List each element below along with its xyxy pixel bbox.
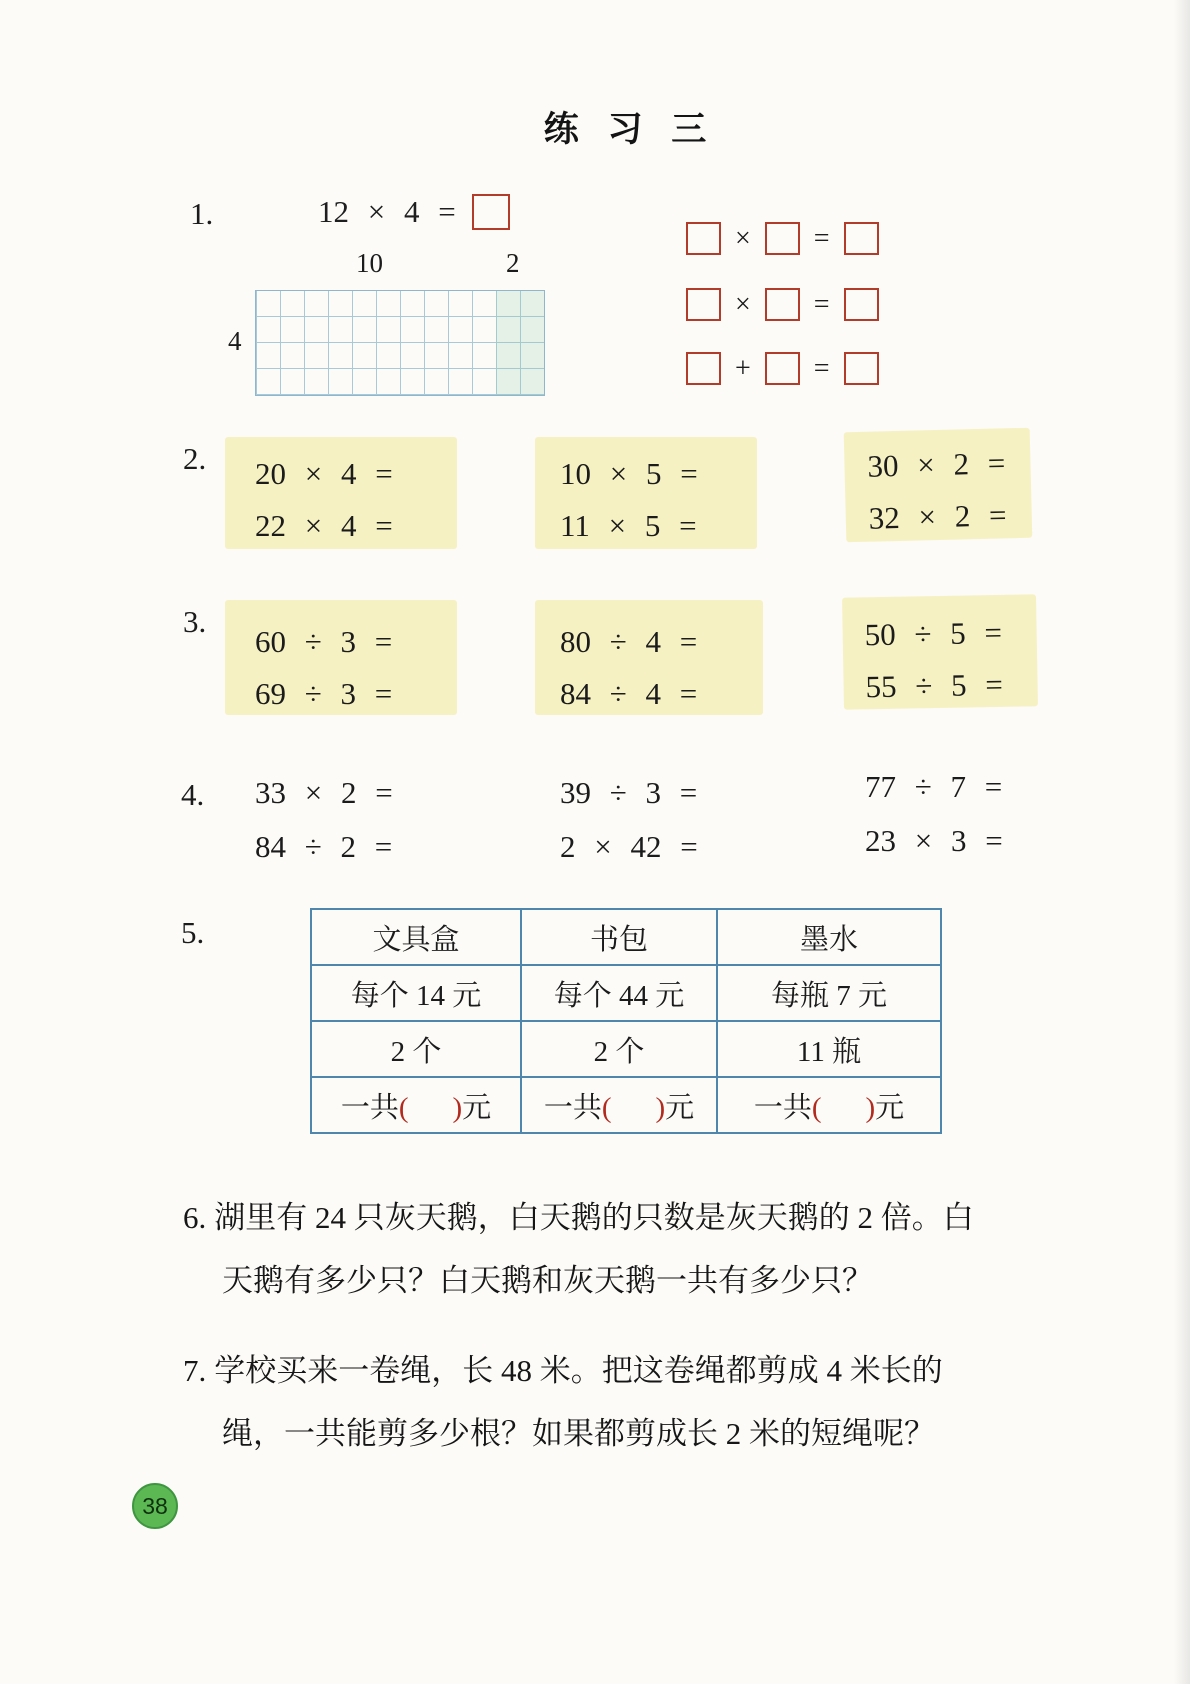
- equation: 32 × 2 =: [868, 497, 1007, 536]
- equation: 39 ÷ 3 =: [560, 775, 698, 810]
- box-equation-1: [686, 222, 879, 255]
- equals-sign: =: [813, 222, 830, 254]
- equation: 60 ÷ 3 =: [255, 624, 393, 659]
- total-prefix: 一共: [753, 1091, 812, 1124]
- answer-box: [765, 222, 800, 255]
- page-title: 练 习 三: [543, 110, 717, 149]
- answer-box: [686, 222, 721, 255]
- equation: 50 ÷ 5 =: [864, 614, 1003, 653]
- problem4-number: 4.: [181, 777, 205, 812]
- problem7-line2: 绳，一共能剪多少根？如果都剪成长 2 米的短绳呢？: [222, 1416, 935, 1451]
- problem2-group3: [844, 428, 1033, 543]
- problem2-group2: [535, 437, 757, 549]
- total-suffix: 元: [875, 1091, 905, 1124]
- answer-box: [686, 288, 721, 321]
- problem1-equation-text: 12 × 4 =: [318, 194, 456, 229]
- price-cell: 每瓶 7 元: [717, 965, 941, 1021]
- quantity-cell: 2 个: [311, 1021, 521, 1077]
- multiplication-grid: [255, 290, 545, 396]
- paren-close: ): [452, 1091, 463, 1124]
- plus-operator: +: [735, 352, 751, 384]
- problem4-group1: [255, 766, 393, 874]
- paren-open: (: [398, 1091, 409, 1124]
- paren-open: (: [601, 1091, 612, 1124]
- equals-sign: =: [813, 288, 830, 320]
- box-equation-3: [686, 352, 879, 385]
- equation: 55 ÷ 5 =: [865, 666, 1004, 705]
- equation: 84 ÷ 2 =: [255, 829, 393, 864]
- price-cell: 每个 14 元: [311, 965, 521, 1021]
- multiply-operator: ×: [735, 222, 751, 254]
- table-quantity-row: [311, 1021, 941, 1077]
- total-suffix: 元: [462, 1091, 492, 1124]
- paren-close: ): [865, 1091, 876, 1124]
- problem6-number: 6.: [183, 1200, 207, 1235]
- answer-box: [472, 194, 510, 230]
- answer-box: [765, 288, 800, 321]
- problem3-group1: [225, 600, 457, 715]
- problem4-group3: [865, 760, 1003, 868]
- multiply-operator: ×: [735, 288, 751, 320]
- quantity-cell: 11 瓶: [717, 1021, 941, 1077]
- problem3-number: 3.: [183, 604, 207, 639]
- price-table: [310, 908, 942, 1134]
- total-suffix: 元: [665, 1091, 695, 1124]
- answer-box: [844, 222, 879, 255]
- problem4-group2: [560, 766, 698, 874]
- total-prefix: 一共: [340, 1091, 399, 1124]
- problem5-number: 5.: [181, 915, 205, 950]
- equation: 77 ÷ 7 =: [865, 769, 1003, 804]
- equation: 80 ÷ 4 =: [560, 624, 698, 659]
- equation: 30 × 2 =: [867, 445, 1006, 484]
- price-cell: 每个 44 元: [521, 965, 717, 1021]
- table-price-row: [311, 965, 941, 1021]
- grid-label-ten: 10: [356, 248, 383, 278]
- equation: 2 × 42 =: [560, 829, 698, 864]
- equation: 69 ÷ 3 =: [255, 676, 393, 711]
- problem1-equation: [318, 194, 510, 230]
- equation: 10 × 5 =: [560, 456, 698, 491]
- total-prefix: 一共: [543, 1091, 602, 1124]
- paren-open: (: [811, 1091, 822, 1124]
- answer-box: [765, 352, 800, 385]
- quantity-cell: 2 个: [521, 1021, 717, 1077]
- problem3-group2: [535, 600, 763, 715]
- problem2-number: 2.: [183, 441, 207, 476]
- answer-box: [844, 288, 879, 321]
- grid-label-two: 2: [506, 248, 520, 278]
- problem1-number: 1.: [190, 196, 214, 231]
- total-cell: [521, 1077, 717, 1133]
- answer-box: [686, 352, 721, 385]
- total-cell: [717, 1077, 941, 1133]
- grid-right-columns-tint: [496, 291, 544, 395]
- problem2-group1: [225, 437, 457, 549]
- problem6-line2: 天鹅有多少只？白天鹅和灰天鹅一共有多少只？: [222, 1263, 873, 1298]
- grid-label-four: 4: [228, 326, 242, 356]
- equation: 33 × 2 =: [255, 775, 393, 810]
- paren-close: ): [655, 1091, 666, 1124]
- equation: 11 × 5 =: [560, 508, 697, 543]
- table-header-row: [311, 909, 941, 965]
- problem3-group3: [842, 594, 1038, 709]
- equals-sign: =: [813, 352, 830, 384]
- problem7-number: 7.: [183, 1353, 207, 1388]
- equation: 20 × 4 =: [255, 456, 393, 491]
- header-ink: 墨水: [717, 909, 941, 965]
- total-cell: [311, 1077, 521, 1133]
- equation: 23 × 3 =: [865, 823, 1003, 858]
- header-backpack: 书包: [521, 909, 717, 965]
- box-equation-2: [686, 288, 879, 321]
- header-pencil-case: 文具盒: [311, 909, 521, 965]
- problem6-text1: 湖里有 24 只灰天鹅，白天鹅的只数是灰天鹅的 2 倍。白: [214, 1200, 974, 1235]
- scan-edge-shadow: [1174, 0, 1190, 1684]
- equation: 84 ÷ 4 =: [560, 676, 698, 711]
- problem7-line1: [183, 1345, 943, 1390]
- answer-box: [844, 352, 879, 385]
- page-number-badge: 38: [132, 1483, 178, 1529]
- problem7-text1: 学校买来一卷绳，长 48 米。把这卷绳都剪成 4 米长的: [214, 1353, 943, 1388]
- table-total-row: [311, 1077, 941, 1133]
- problem6-line1: [183, 1192, 974, 1237]
- equation: 22 × 4 =: [255, 508, 393, 543]
